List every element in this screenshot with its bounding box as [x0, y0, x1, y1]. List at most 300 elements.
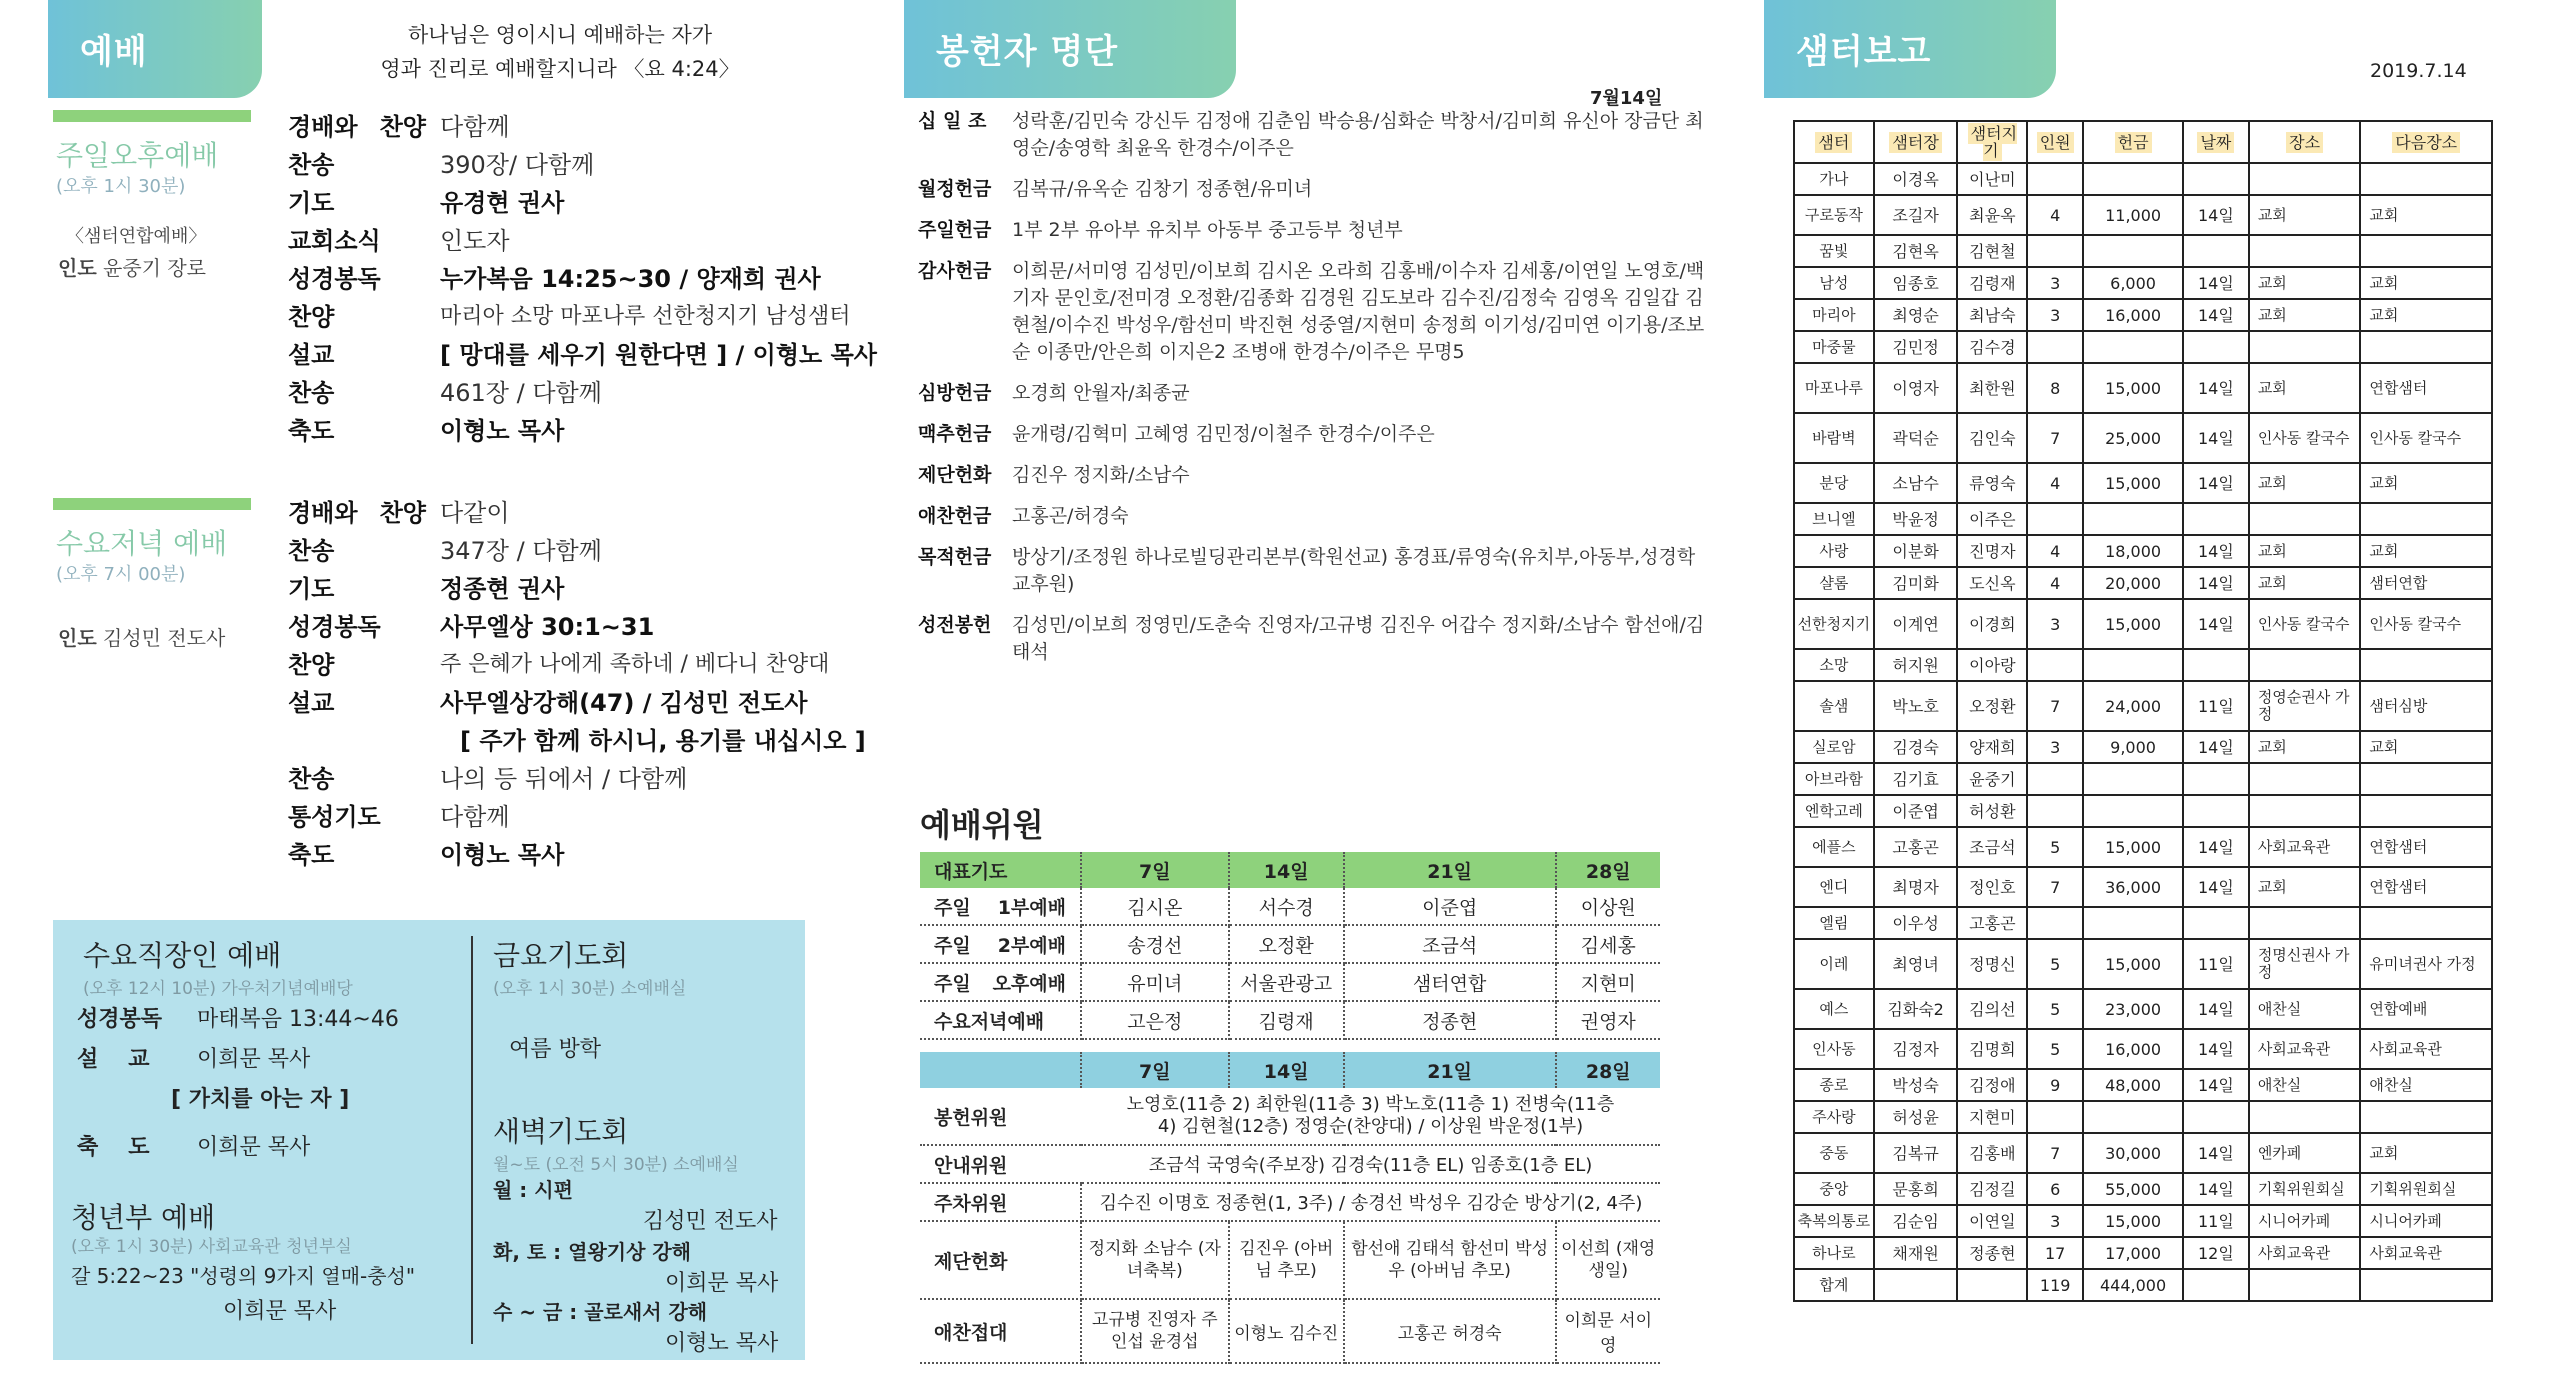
samter-cell: 9,000: [2083, 731, 2183, 763]
box-divider: [471, 936, 473, 1344]
table-row: [1794, 463, 2492, 503]
samter-cell: 허성환: [1957, 795, 2027, 827]
samter-cell: 사회교육관: [2360, 1237, 2492, 1269]
samter-cell: 14일: [2183, 989, 2249, 1029]
order-value: 이형노 목사: [440, 417, 565, 445]
samter-cell: 55,000: [2083, 1173, 2183, 1205]
samter-cell: [2183, 795, 2249, 827]
samter-cell: 김정자: [1874, 1029, 1958, 1069]
samter-name-cell: 이레: [1794, 939, 1874, 989]
samter-cell: 문홍희: [1874, 1173, 1958, 1205]
samter-cell: 교회: [2249, 195, 2361, 235]
samter-cell: [2183, 1101, 2249, 1133]
samter-cell: 사회교육관: [2360, 1029, 2492, 1069]
samter-cell: [2360, 503, 2492, 535]
samter-cell: [2083, 763, 2183, 795]
samter-cell: 18,000: [2083, 535, 2183, 567]
samter-cell: [2183, 763, 2249, 795]
worship-column: [0, 0, 877, 1390]
offering-date: 7월14일: [1590, 88, 1663, 109]
wed-work-sermon: 설교 이희문 목사: [77, 1047, 311, 1072]
youth-text: 갈 5:22~23 "성령의 9가지 열매-충성": [71, 1264, 416, 1288]
samter-cell: [2027, 795, 2083, 827]
samter-cell: [2027, 331, 2083, 363]
samter-cell: 119: [2027, 1269, 2083, 1301]
samter-cell: 소남수: [1874, 463, 1958, 503]
table-row: [1794, 503, 2492, 535]
samter-cell: 24,000: [2083, 681, 2183, 731]
samter-cell: 14일: [2183, 731, 2249, 763]
samter-cell: [2083, 503, 2183, 535]
samter-cell: 30,000: [2083, 1133, 2183, 1173]
samter-cell: 17: [2027, 1237, 2083, 1269]
samter-cell: 3: [2027, 731, 2083, 763]
table-row: [1794, 907, 2492, 939]
samter-table: [1793, 120, 2493, 1302]
samter-cell: 이난미: [1957, 163, 2027, 195]
samter-name-cell: 예스: [1794, 989, 1874, 1029]
dawn-title: 새벽기도회: [493, 1115, 629, 1148]
verse-line-1: 하나님은 영이시니 예배하는 자가: [407, 23, 713, 47]
samter-cell: [2183, 235, 2249, 267]
order-key: 기도: [288, 189, 335, 217]
samter-name-cell: 합계: [1794, 1269, 1874, 1301]
samter-name-cell: 마중물: [1794, 331, 1874, 363]
samter-cell: 14일: [2183, 1173, 2249, 1205]
samter-cell: 정영순권사 가정: [2249, 681, 2361, 731]
order-value: 사무엘상 30:1~31: [440, 613, 655, 641]
samter-cell: [2360, 331, 2492, 363]
samter-cell: 이영자: [1874, 363, 1958, 413]
samter-cell: [2249, 763, 2361, 795]
order-key: 설교: [288, 341, 335, 369]
table-row: [1794, 1269, 2492, 1301]
samter-cell: 애찬실: [2249, 1069, 2361, 1101]
table-row: [1794, 363, 2492, 413]
samter-cell: 이계연: [1874, 599, 1958, 649]
samter-cell: [2027, 649, 2083, 681]
samter-cell: 김인숙: [1957, 413, 2027, 463]
samter-name-cell: 중동: [1794, 1133, 1874, 1173]
samter-cell: 시니어카페: [2360, 1205, 2492, 1237]
samter-cell: [2360, 795, 2492, 827]
samter-cell: 박노호: [1874, 681, 1958, 731]
committee-header-2: 7일 14일 21일 28일: [920, 1052, 1660, 1088]
samter-name-cell: 남성: [1794, 267, 1874, 299]
samter-cell: 교회: [2249, 299, 2361, 331]
samter-cell: 교회: [2249, 731, 2361, 763]
samter-cell: [2360, 1101, 2492, 1133]
offering-row: 주일헌금 1부 2부 유아부 유치부 아동부 중고등부 청년부: [918, 219, 1403, 241]
samter-cell: [2183, 163, 2249, 195]
samter-cell: 최남숙: [1957, 299, 2027, 331]
samter-cell: 14일: [2183, 363, 2249, 413]
samter-cell: 9: [2027, 1069, 2083, 1101]
samter-cell: [2249, 1269, 2361, 1301]
samter-cell: 6,000: [2083, 267, 2183, 299]
samter-cell: [2360, 649, 2492, 681]
table-row: [1794, 1237, 2492, 1269]
samter-cell: 최명자: [1874, 867, 1958, 907]
order-value: 사무엘상강해(47) / 김성민 전도사: [440, 689, 808, 717]
order-value: 390장/ 다함께: [440, 151, 595, 179]
samter-cell: 진명자: [1957, 535, 2027, 567]
samter-cell: 오정환: [1957, 681, 2027, 731]
samter-cell: 김홍배: [1957, 1133, 2027, 1173]
table-row: 주일 2부예배 송경선 오정환 조금석 김세홍: [920, 925, 1660, 963]
samter-cell: 지현미: [1957, 1101, 2027, 1133]
table-row: [1794, 535, 2492, 567]
samter-cell: 17,000: [2083, 1237, 2183, 1269]
samter-cell: 샘터심방: [2360, 681, 2492, 731]
samter-name-cell: 축복의통로: [1794, 1205, 1874, 1237]
samter-cell: 4: [2027, 463, 2083, 503]
table-row: [1794, 299, 2492, 331]
wednesday-bar: [53, 498, 251, 510]
samter-cell: 7: [2027, 867, 2083, 907]
samter-cell: 김미화: [1874, 567, 1958, 599]
samter-cell: 16,000: [2083, 1029, 2183, 1069]
sermon-title: [ 주가 함께 하시니, 용기를 내십시오 ]: [460, 727, 866, 755]
samter-cell: 교회: [2249, 867, 2361, 907]
samter-cell: 사회교육관: [2249, 1029, 2361, 1069]
samter-name-cell: 주사랑: [1794, 1101, 1874, 1133]
table-row: [1794, 1029, 2492, 1069]
samter-cell: 김민정: [1874, 331, 1958, 363]
samter-cell: 김경숙: [1874, 731, 1958, 763]
samter-name-cell: 실로암: [1794, 731, 1874, 763]
samter-cell: 4: [2027, 535, 2083, 567]
samter-cell: 15,000: [2083, 463, 2183, 503]
table-row: [1794, 939, 2492, 989]
samter-cell: 인사동 칼국수: [2249, 413, 2361, 463]
order-key: 성경봉독: [288, 265, 381, 293]
table-row: [1794, 795, 2492, 827]
samter-name-cell: 분당: [1794, 463, 1874, 503]
samter-cell: [2027, 763, 2083, 795]
dawn-mon-pastor: 김성민 전도사: [643, 1209, 778, 1234]
samter-cell: 교회: [2249, 363, 2361, 413]
samter-cell: [2027, 163, 2083, 195]
samter-cell: 곽덕순: [1874, 413, 1958, 463]
samter-cell: [2083, 649, 2183, 681]
table-row: [1794, 867, 2492, 907]
committee-title: 예배위원: [920, 806, 1044, 844]
samter-cell: [2249, 163, 2361, 195]
samter-cell: 48,000: [2083, 1069, 2183, 1101]
dawn-tue: 화, 토 : 열왕기상 강해: [493, 1240, 692, 1264]
wed-work-time: (오후 12시 10분) 가우처기념예배당: [83, 979, 353, 999]
samter-cell: 15,000: [2083, 827, 2183, 867]
samter-cell: [2249, 649, 2361, 681]
order-key: 찬양: [288, 303, 335, 331]
samter-cell: 정종현: [1957, 1237, 2027, 1269]
offering-row: 맥추헌금 윤개령/김혁미 고혜영 김민정/이철주 한경수/이주은: [918, 423, 1435, 445]
order-value: 마리아 소망 마포나루 선한청지기 남성샘터: [440, 304, 851, 329]
samter-cell: [2249, 235, 2361, 267]
committee-header: 대표기도 7일 14일 21일 28일: [920, 852, 1660, 888]
samter-cell: 이아랑: [1957, 649, 2027, 681]
samter-cell: 최영순: [1874, 299, 1958, 331]
samter-cell: 고홍곤: [1874, 827, 1958, 867]
order-value: 누가복음 14:25~30 / 양재희 권사: [440, 265, 821, 293]
sunday-time: (오후 1시 30분): [56, 176, 186, 197]
order-value: 다같이: [440, 499, 510, 527]
samter-cell: [2360, 763, 2492, 795]
youth-title: 청년부 예배: [71, 1201, 216, 1234]
offering-row: 애찬헌금 고홍곤/허경숙: [918, 505, 1129, 527]
samter-cell: 도신옥: [1957, 567, 2027, 599]
samter-cell: 11일: [2183, 939, 2249, 989]
samter-cell: [2360, 235, 2492, 267]
samter-cell: 12일: [2183, 1237, 2249, 1269]
order-key: 찬송: [288, 765, 335, 793]
table-row: [1794, 567, 2492, 599]
verse: [330, 18, 790, 86]
samter-cell: [2083, 907, 2183, 939]
samter-cell: 김현옥: [1874, 235, 1958, 267]
samter-cell: 기획위원회실: [2249, 1173, 2361, 1205]
samter-cell: 류영숙: [1957, 463, 2027, 503]
offering-row: 감사헌금 이희문/서미영 김성민/이보희 김시온 오라희 김홍배/이수자 김세홍/이연일 노영호/백기자 문인호/전미경 오정환/김종화 김경원 김도보라 김수진/김정숙 김영옥 김일갑 김현철/이수진 박성우/함선미 박진현 성중열/지현미 송정희 이기성/김미연 이기용/조보순 이종만/안은희 이지은2 조병애 한경수/이주은 무명5: [918, 260, 1705, 363]
sunday-title: 주일오후예배: [56, 139, 219, 172]
wednesday-title: 수요저녁 예배: [56, 527, 228, 560]
wednesday-time: (오후 7시 00분): [56, 564, 186, 585]
samter-cell: 4: [2027, 195, 2083, 235]
table-row: [1794, 1205, 2492, 1237]
samter-name-cell: 바람벽: [1794, 413, 1874, 463]
offering-list: [918, 108, 1712, 680]
order-key: 성경봉독: [288, 613, 381, 641]
samter-cell: 박성숙: [1874, 1069, 1958, 1101]
samter-cell: 연합샘터: [2360, 363, 2492, 413]
order-key: 찬양: [288, 651, 335, 679]
samter-cell: 14일: [2183, 599, 2249, 649]
friday-title: 금요기도회: [493, 939, 629, 972]
samter-cell: [2360, 907, 2492, 939]
samter-cell: [2183, 1269, 2249, 1301]
samter-name-cell: 가나: [1794, 163, 1874, 195]
samter-name-cell: 샬롬: [1794, 567, 1874, 599]
order-key: 찬송: [288, 379, 335, 407]
offering-row: 목적헌금 방상기/조정원 하나로빌딩관리본부(학원선교) 홍경표/류영숙(유치부,아동부,성경학교후원): [918, 546, 1696, 595]
samter-cell: 14일: [2183, 1029, 2249, 1069]
order-key: 경배와 찬양: [288, 113, 426, 141]
samter-cell: 교회: [2360, 463, 2492, 503]
samter-cell: [1874, 1269, 1958, 1301]
wed-work-reading: 성경봉독 마태복음 13:44~46: [77, 1007, 399, 1032]
samter-cell: 5: [2027, 1029, 2083, 1069]
samter-cell: 교회: [2360, 195, 2492, 235]
samter-cell: 3: [2027, 1205, 2083, 1237]
samter-cell: [2183, 503, 2249, 535]
samter-cell: 최윤옥: [1957, 195, 2027, 235]
order-value: 이형노 목사: [440, 841, 565, 869]
samter-cell: 연합샘터: [2360, 827, 2492, 867]
samter-cell: 444,000: [2083, 1269, 2183, 1301]
samter-name-cell: 종로: [1794, 1069, 1874, 1101]
samter-cell: 김기효: [1874, 763, 1958, 795]
dawn-tue-pastor: 이희문 목사: [665, 1271, 779, 1296]
dawn-time: 월~토 (오전 5시 30분) 소예배실: [493, 1155, 739, 1175]
samter-cell: 허지원: [1874, 649, 1958, 681]
samter-cell: [2027, 235, 2083, 267]
samter-cell: [2183, 907, 2249, 939]
verse-line-2: 영과 진리로 예배할지니라 〈요 4:24〉: [380, 57, 740, 81]
samter-name-cell: 꿈빛: [1794, 235, 1874, 267]
samter-cell: 교회: [2249, 567, 2361, 599]
samter-cell: 교회: [2360, 1133, 2492, 1173]
samter-name-cell: 아브라함: [1794, 763, 1874, 795]
samter-name-cell: 소망: [1794, 649, 1874, 681]
samter-name-cell: 엔디: [1794, 867, 1874, 907]
table-row: [1794, 599, 2492, 649]
samter-cell: [2027, 1101, 2083, 1133]
leader-label: 인도: [58, 256, 97, 280]
samter-cell: 교회: [2249, 463, 2361, 503]
samter-cell: 이주은: [1957, 503, 2027, 535]
samter-cell: 14일: [2183, 867, 2249, 907]
table-row: [1794, 681, 2492, 731]
samter-cell: 교회: [2360, 299, 2492, 331]
samter-cell: 사회교육관: [2249, 1237, 2361, 1269]
committee-table: [920, 852, 1660, 1364]
table-row: [1794, 235, 2492, 267]
samter-cell: [2083, 331, 2183, 363]
table-row: [1794, 1101, 2492, 1133]
samter-cell: 정인호: [1957, 867, 2027, 907]
youth-time: (오후 1시 30분) 사회교육관 청년부실: [71, 1237, 352, 1257]
table-row: 안내위원 조금석 국영숙(주보장) 김경숙(11층 EL) 임종호(1층 EL): [920, 1145, 1660, 1183]
samter-cell: 김현철: [1957, 235, 2027, 267]
samter-cell: 11일: [2183, 681, 2249, 731]
samter-cell: 11,000: [2083, 195, 2183, 235]
samter-cell: [2027, 503, 2083, 535]
samter-cell: 14일: [2183, 827, 2249, 867]
samter-cell: [2183, 331, 2249, 363]
samter-cell: 36,000: [2083, 867, 2183, 907]
samter-cell: 애찬실: [2249, 989, 2361, 1029]
dawn-mon: 월 : 시편: [493, 1178, 573, 1202]
samter-cell: 3: [2027, 299, 2083, 331]
samter-cell: 샘터연합: [2360, 567, 2492, 599]
order-value: 다함께: [440, 113, 510, 141]
samter-cell: 14일: [2183, 267, 2249, 299]
samter-cell: 기획위원회실: [2360, 1173, 2492, 1205]
order-value: 유경현 권사: [440, 189, 565, 217]
samter-cell: 3: [2027, 267, 2083, 299]
samter-cell: 7: [2027, 1133, 2083, 1173]
samter-cell: 교회: [2360, 731, 2492, 763]
table-row: 주일 오후예배 유미녀 서울관광고 샘터연합 지현미: [920, 963, 1660, 1001]
samter-name-cell: 선한청지기: [1794, 599, 1874, 649]
samter-cell: 이분화: [1874, 535, 1958, 567]
table-row: [1794, 649, 2492, 681]
wed-work-bless: 축도 이희문 목사: [77, 1135, 311, 1160]
samter-cell: 3: [2027, 599, 2083, 649]
table-row: [1794, 1173, 2492, 1205]
offering-row: 십 일 조 성락훈/김민숙 강신두 김정애 김춘임 박승용/심화순 박창서/김미희 유신아 장금단 최영순/송영학 최윤옥 한경수/이주은: [918, 110, 1704, 159]
offering-row: 월정헌금 김복규/유옥순 김창기 정종현/유미녀: [918, 178, 1313, 200]
samter-cell: 7: [2027, 681, 2083, 731]
samter-cell: 이우성: [1874, 907, 1958, 939]
samter-cell: 사회교육관: [2249, 827, 2361, 867]
samter-cell: [1957, 1269, 2027, 1301]
samter-name-cell: 인사동: [1794, 1029, 1874, 1069]
samter-cell: 5: [2027, 939, 2083, 989]
table-row: [1794, 989, 2492, 1029]
samter-cell: 15,000: [2083, 363, 2183, 413]
samter-cell: 14일: [2183, 1133, 2249, 1173]
samter-cell: 5: [2027, 827, 2083, 867]
samter-cell: [2249, 795, 2361, 827]
samter-cell: 인사동 칼국수: [2360, 413, 2492, 463]
samter-cell: 15,000: [2083, 1205, 2183, 1237]
sunday-leader: [58, 252, 206, 281]
sunday-order: [288, 108, 877, 450]
samter-cell: 교회: [2360, 535, 2492, 567]
samter-cell: [2083, 235, 2183, 267]
table-row: 봉헌위원 노영호(11층 2) 최한원(11층 3) 박노호(11층 1) 전병숙(11층 4) 김현철(12층) 정영순(찬양대) / 이상원 박운정(1부): [920, 1088, 1660, 1145]
samter-cell: 25,000: [2083, 413, 2183, 463]
samter-cell: 연합예배: [2360, 989, 2492, 1029]
samter-cell: 이경희: [1957, 599, 2027, 649]
table-row: 주일 1부예배 김시온 서수경 이준엽 이상원: [920, 888, 1660, 925]
table-row: 애찬접대 고규병 진영자 주인섭 윤경섭 이형노 김수진 고홍곤 허경숙 이희문 서이영: [920, 1299, 1660, 1363]
samter-cell: 14일: [2183, 535, 2249, 567]
table-row: 제단헌화 정지화 소남수 (자녀축복) 김진우 (아버님 추모) 함선애 김태석 함선미 박성우 (아버님 추모) 이선희 (재영 생일): [920, 1221, 1660, 1299]
samter-name-cell: 엘림: [1794, 907, 1874, 939]
samter-cell: 14일: [2183, 1069, 2249, 1101]
samter-cell: 김명희: [1957, 1029, 2027, 1069]
table-row: [1794, 731, 2492, 763]
samter-cell: [2360, 163, 2492, 195]
samter-name-cell: 솔샘: [1794, 681, 1874, 731]
worship-tab: 예배: [48, 0, 262, 98]
order-key: 교회소식: [288, 227, 381, 255]
samter-cell: 김순임: [1874, 1205, 1958, 1237]
wednesday-leader: [58, 622, 225, 651]
samter-cell: 허성윤: [1874, 1101, 1958, 1133]
order-key: 경배와 찬양: [288, 499, 426, 527]
samter-cell: 11일: [2183, 1205, 2249, 1237]
table-row: [1794, 163, 2492, 195]
wed-work-title: 수요직장인 예배: [83, 939, 282, 972]
wed-work-sermon-title: [ 가치를 아는 자 ]: [171, 1087, 350, 1112]
other-services-box: [53, 920, 805, 1360]
samter-name-cell: 구로동작: [1794, 195, 1874, 235]
order-key: 통성기도: [288, 803, 381, 831]
order-key: 축도: [288, 841, 335, 869]
samter-cell: 인사동 칼국수: [2360, 599, 2492, 649]
table-row: [1794, 331, 2492, 363]
samter-cell: 14일: [2183, 195, 2249, 235]
samter-cell: 김화숙2: [1874, 989, 1958, 1029]
sunday-note: 〈샘터연합예배〉: [66, 226, 207, 247]
samter-cell: [2249, 503, 2361, 535]
order-value: [ 망대를 세우기 원한다면 ] / 이형노 목사: [440, 341, 877, 369]
samter-cell: 5: [2027, 989, 2083, 1029]
offering-row: 심방헌금 오경희 안월자/최종균: [918, 382, 1190, 404]
samter-cell: 8: [2027, 363, 2083, 413]
samter-cell: 이경옥: [1874, 163, 1958, 195]
order-key: 찬송: [288, 537, 335, 565]
table-row: [1794, 827, 2492, 867]
samter-cell: 김령재: [1957, 267, 2027, 299]
order-value: 주 은혜가 나에게 족하네 / 베다니 찬양대: [440, 652, 830, 677]
offering-row: 성전봉헌 김성민/이보희 정영민/도춘숙 진영자/고규병 김진우 어갑수 정지화/소남수 함선애/김태석: [918, 614, 1705, 663]
samter-cell: [2027, 907, 2083, 939]
